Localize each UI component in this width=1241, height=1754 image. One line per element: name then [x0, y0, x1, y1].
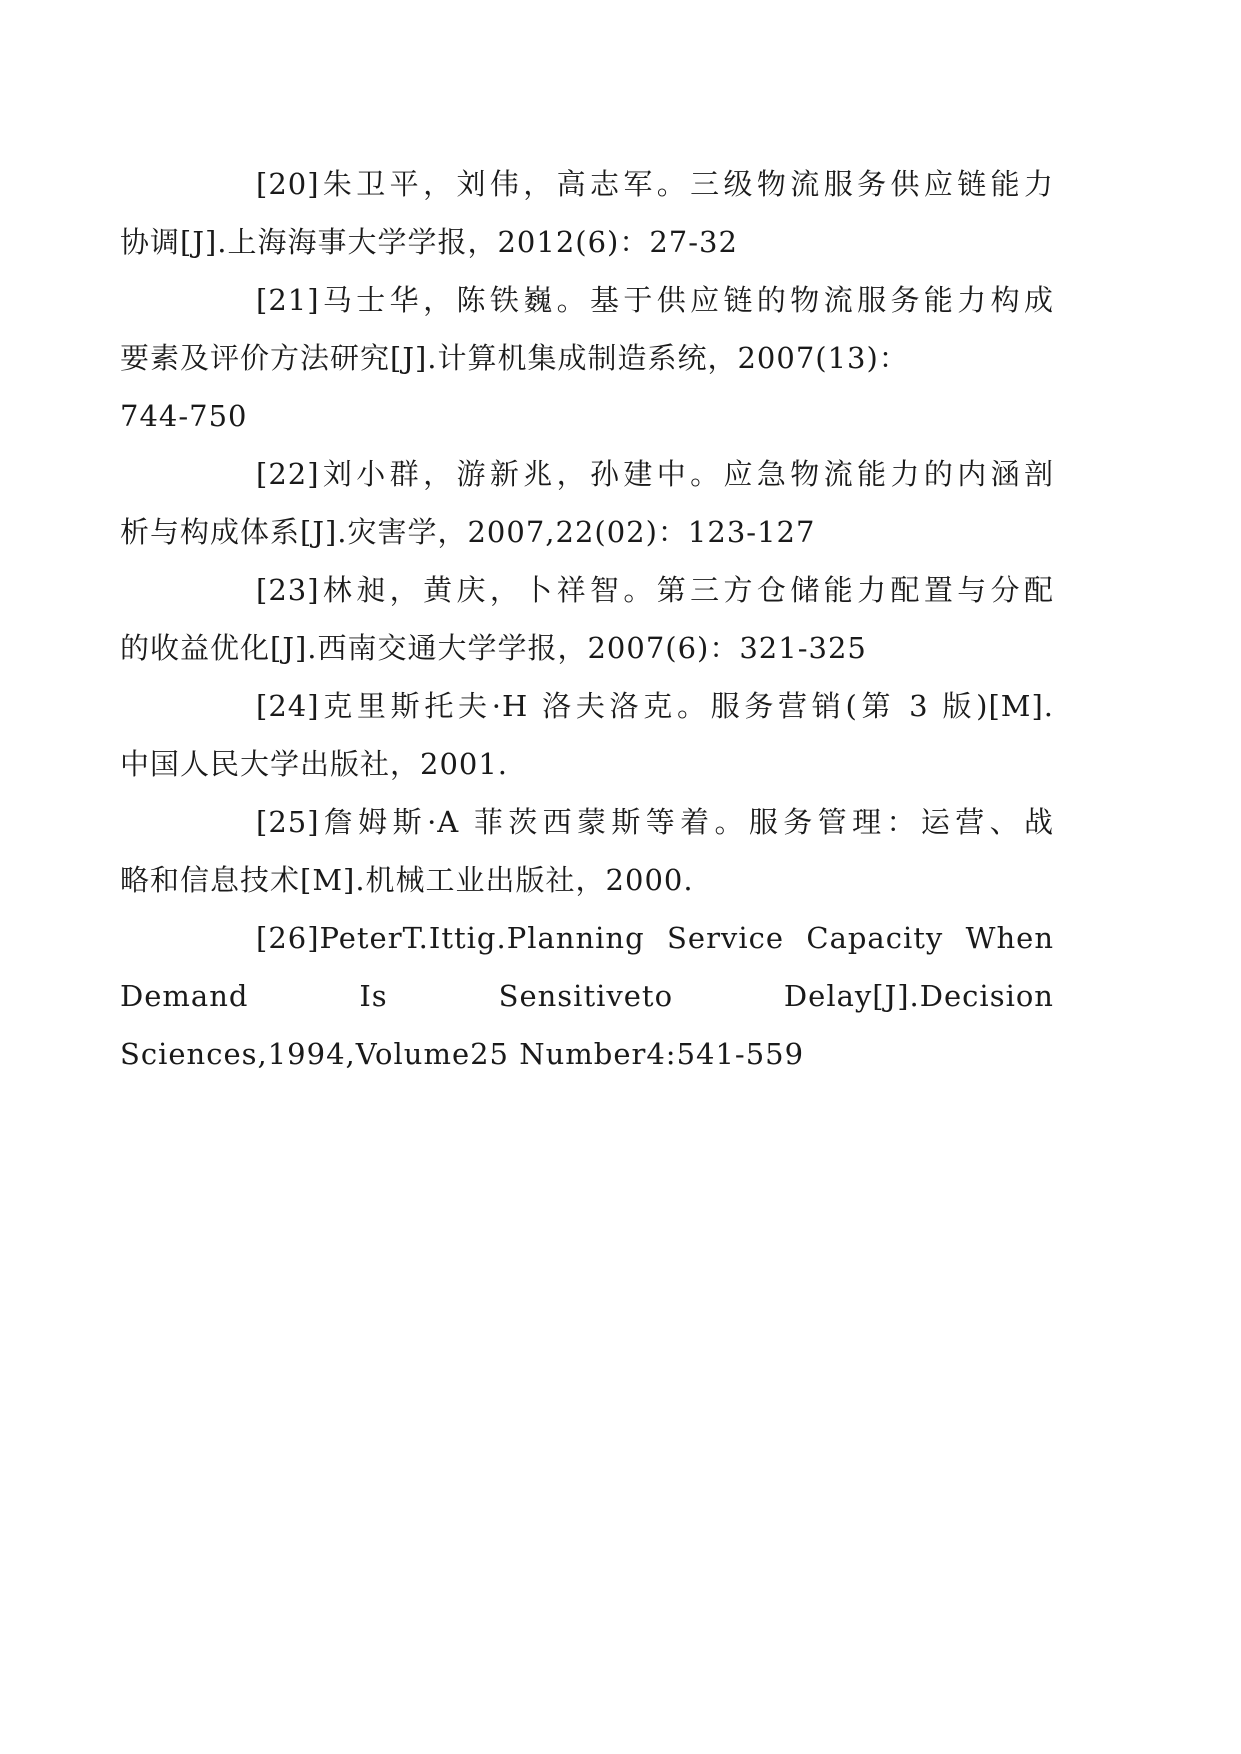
reference-item-22: [120, 445, 1054, 561]
reference-list: [120, 155, 1054, 1083]
reference-text: 中国人民大学出版社，2001.: [120, 747, 509, 781]
reference-item-21: [120, 271, 1054, 445]
reference-text: [20]朱卫平，刘伟，高志军。三级物流服务供应链能力: [256, 167, 1054, 201]
reference-item-20: [120, 155, 1054, 271]
reference-text: Demand Is Sensitiveto Delay[J].Decision: [120, 979, 1054, 1013]
reference-text: 协调[J].上海海事大学学报，2012(6)：27-32: [120, 225, 738, 259]
reference-item-25: [120, 793, 1054, 909]
reference-text: Sciences,1994,Volume25 Number4:541-559: [120, 1037, 805, 1071]
reference-item-24: [120, 677, 1054, 793]
reference-text: 要素及评价方法研究[J].计算机集成制造系统，2007(13)：: [120, 341, 909, 375]
reference-text: 略和信息技术[M].机械工业出版社，2000.: [120, 863, 694, 897]
reference-text: [21]马士华，陈铁巍。基于供应链的物流服务能力构成: [256, 283, 1054, 317]
reference-text: 744-750: [120, 399, 248, 433]
reference-text: [23]林昶，黄庆，卜祥智。第三方仓储能力配置与分配: [256, 573, 1054, 607]
reference-text: [26]PeterT.Ittig.Planning Service Capacity When: [256, 921, 1054, 955]
reference-text: [25]詹姆斯·A 菲茨西蒙斯等着。服务管理：运营、战: [256, 805, 1054, 839]
reference-text: 的收益优化[J].西南交通大学学报，2007(6)：321-325: [120, 631, 867, 665]
reference-text: 析与构成体系[J].灾害学，2007,22(02)：123-127: [120, 515, 816, 549]
reference-item-23: [120, 561, 1054, 677]
reference-item-26: [120, 909, 1054, 1083]
reference-text: [24]克里斯托夫·H 洛夫洛克。服务营销(第 3 版)[M].: [256, 689, 1054, 723]
reference-text: [22]刘小群，游新兆，孙建中。应急物流能力的内涵剖: [256, 457, 1054, 491]
